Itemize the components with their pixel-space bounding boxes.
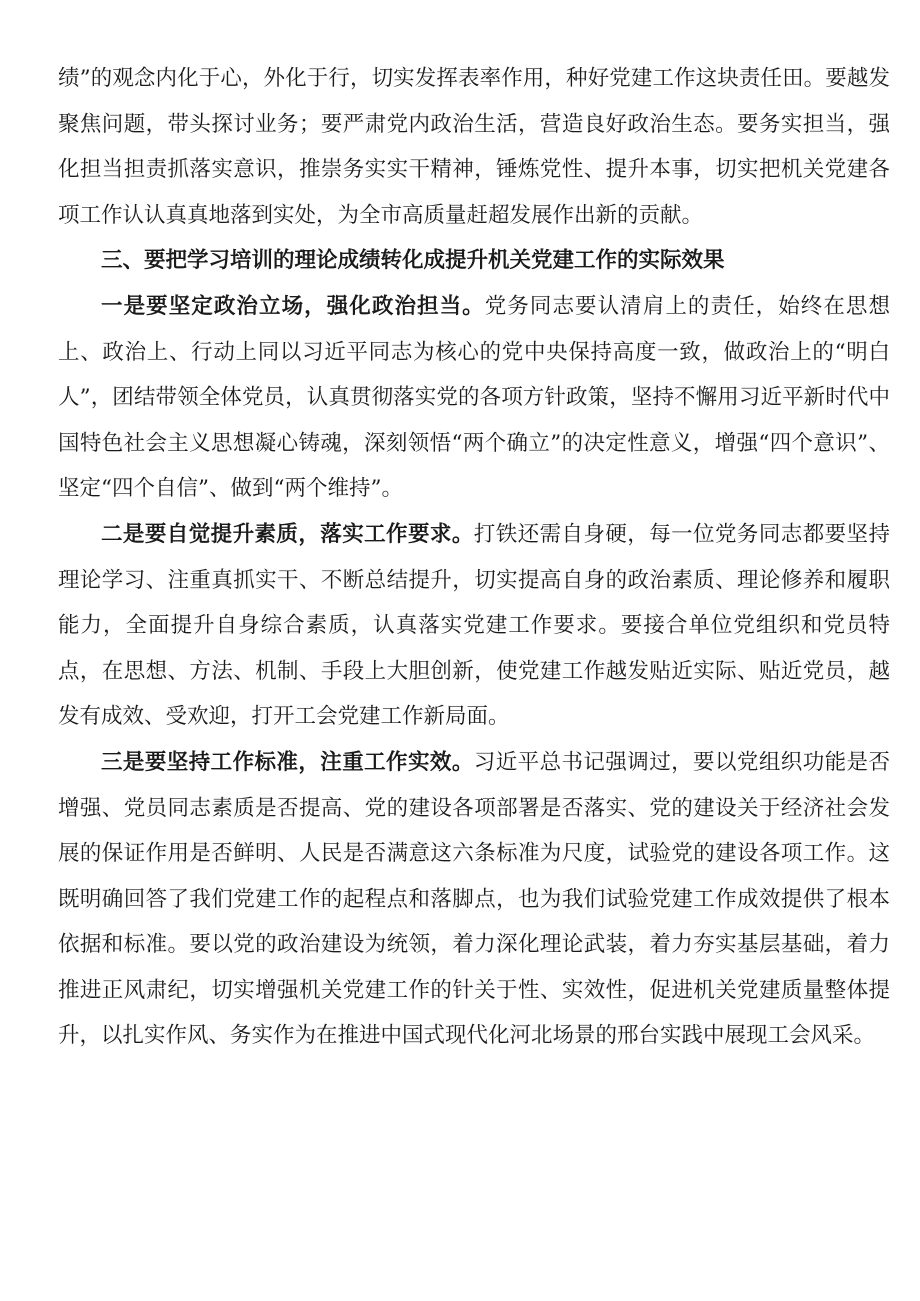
paragraph-3 — [58, 740, 890, 1059]
paragraph-1-body: 党务同志要认清肩上的责任，始终在思想上、政治上、行动上同以习近平同志为核心的党中央保持高度一致，做政治上的“明白人”，团结带领全体党员，认真贯彻落实党的各项方针政策，坚持不懈用习近平新时代中国特色社会主义思想凝心铸魂，深刻领悟“两个确立”的决定性意义，增强“四个意识”、坚定“四个自信”、做到“两个维持”。 — [58, 293, 890, 502]
paragraph-2-body: 打铁还需自身硬，每一位党务同志都要坚持理论学习、注重真抓实干、不断总结提升，切实提高自身的政治素质、理论修养和履职能力，全面提升自身综合素质，认真落实党建工作要求。要接合单位党组织和党员特点，在思想、方法、机制、手段上大胆创新，使党建工作越发贴近实际、贴近党员，越发有成效、受欢迎，打开工会党建工作新局面。 — [58, 521, 890, 730]
paragraph-3-body: 习近平总书记强调过，要以党组织功能是否增强、党员同志素质是否提高、党的建设各项部署是否落实、党的建设关于经济社会发展的保证作用是否鲜明、人民是否满意这六条标准为尺度，试验党的建设各项工作。这既明确回答了我们党建工作的起程点和落脚点，也为我们试验党建工作成效提供了根本依据和标准。要以党的政治建设为统领，着力深化理论武装，着力夯实基层基础，着力推进正风肃纪，切实增强机关党建工作的针关于性、实效性，促进机关党建质量整体提升，以扎实作风、务实作为在推进中国式现代化河北场景的邢台实践中展现工会风采。 — [58, 749, 890, 1049]
paragraph-2-lead: 二是要自觉提升素质，落实工作要求。 — [101, 521, 474, 547]
section-heading: 三、要把学习培训的理论成绩转化成提升机关党建工作的实际效果 — [101, 248, 725, 274]
document-body — [58, 56, 890, 1059]
continuation-paragraph: 绩”的观念内化于心，外化于行，切实发挥表率作用，种好党建工作这块责任田。要越发聚焦问题，带头探讨业务；要严肃党内政治生活，营造良好政治生态。要务实担当，强化担当担责抓落实意识，推崇务实实干精神，锤炼党性、提升本事，切实把机关党建各项工作认认真真地落到实处，为全市高质量赶超发展作出新的贡献。 — [58, 66, 890, 228]
paragraph-1 — [58, 284, 890, 512]
paragraph-1-lead: 一是要坚定政治立场，强化政治担当。 — [101, 293, 485, 319]
paragraph-2 — [58, 512, 890, 740]
paragraph-3-lead: 三是要坚持工作标准，注重工作实效。 — [101, 749, 474, 775]
